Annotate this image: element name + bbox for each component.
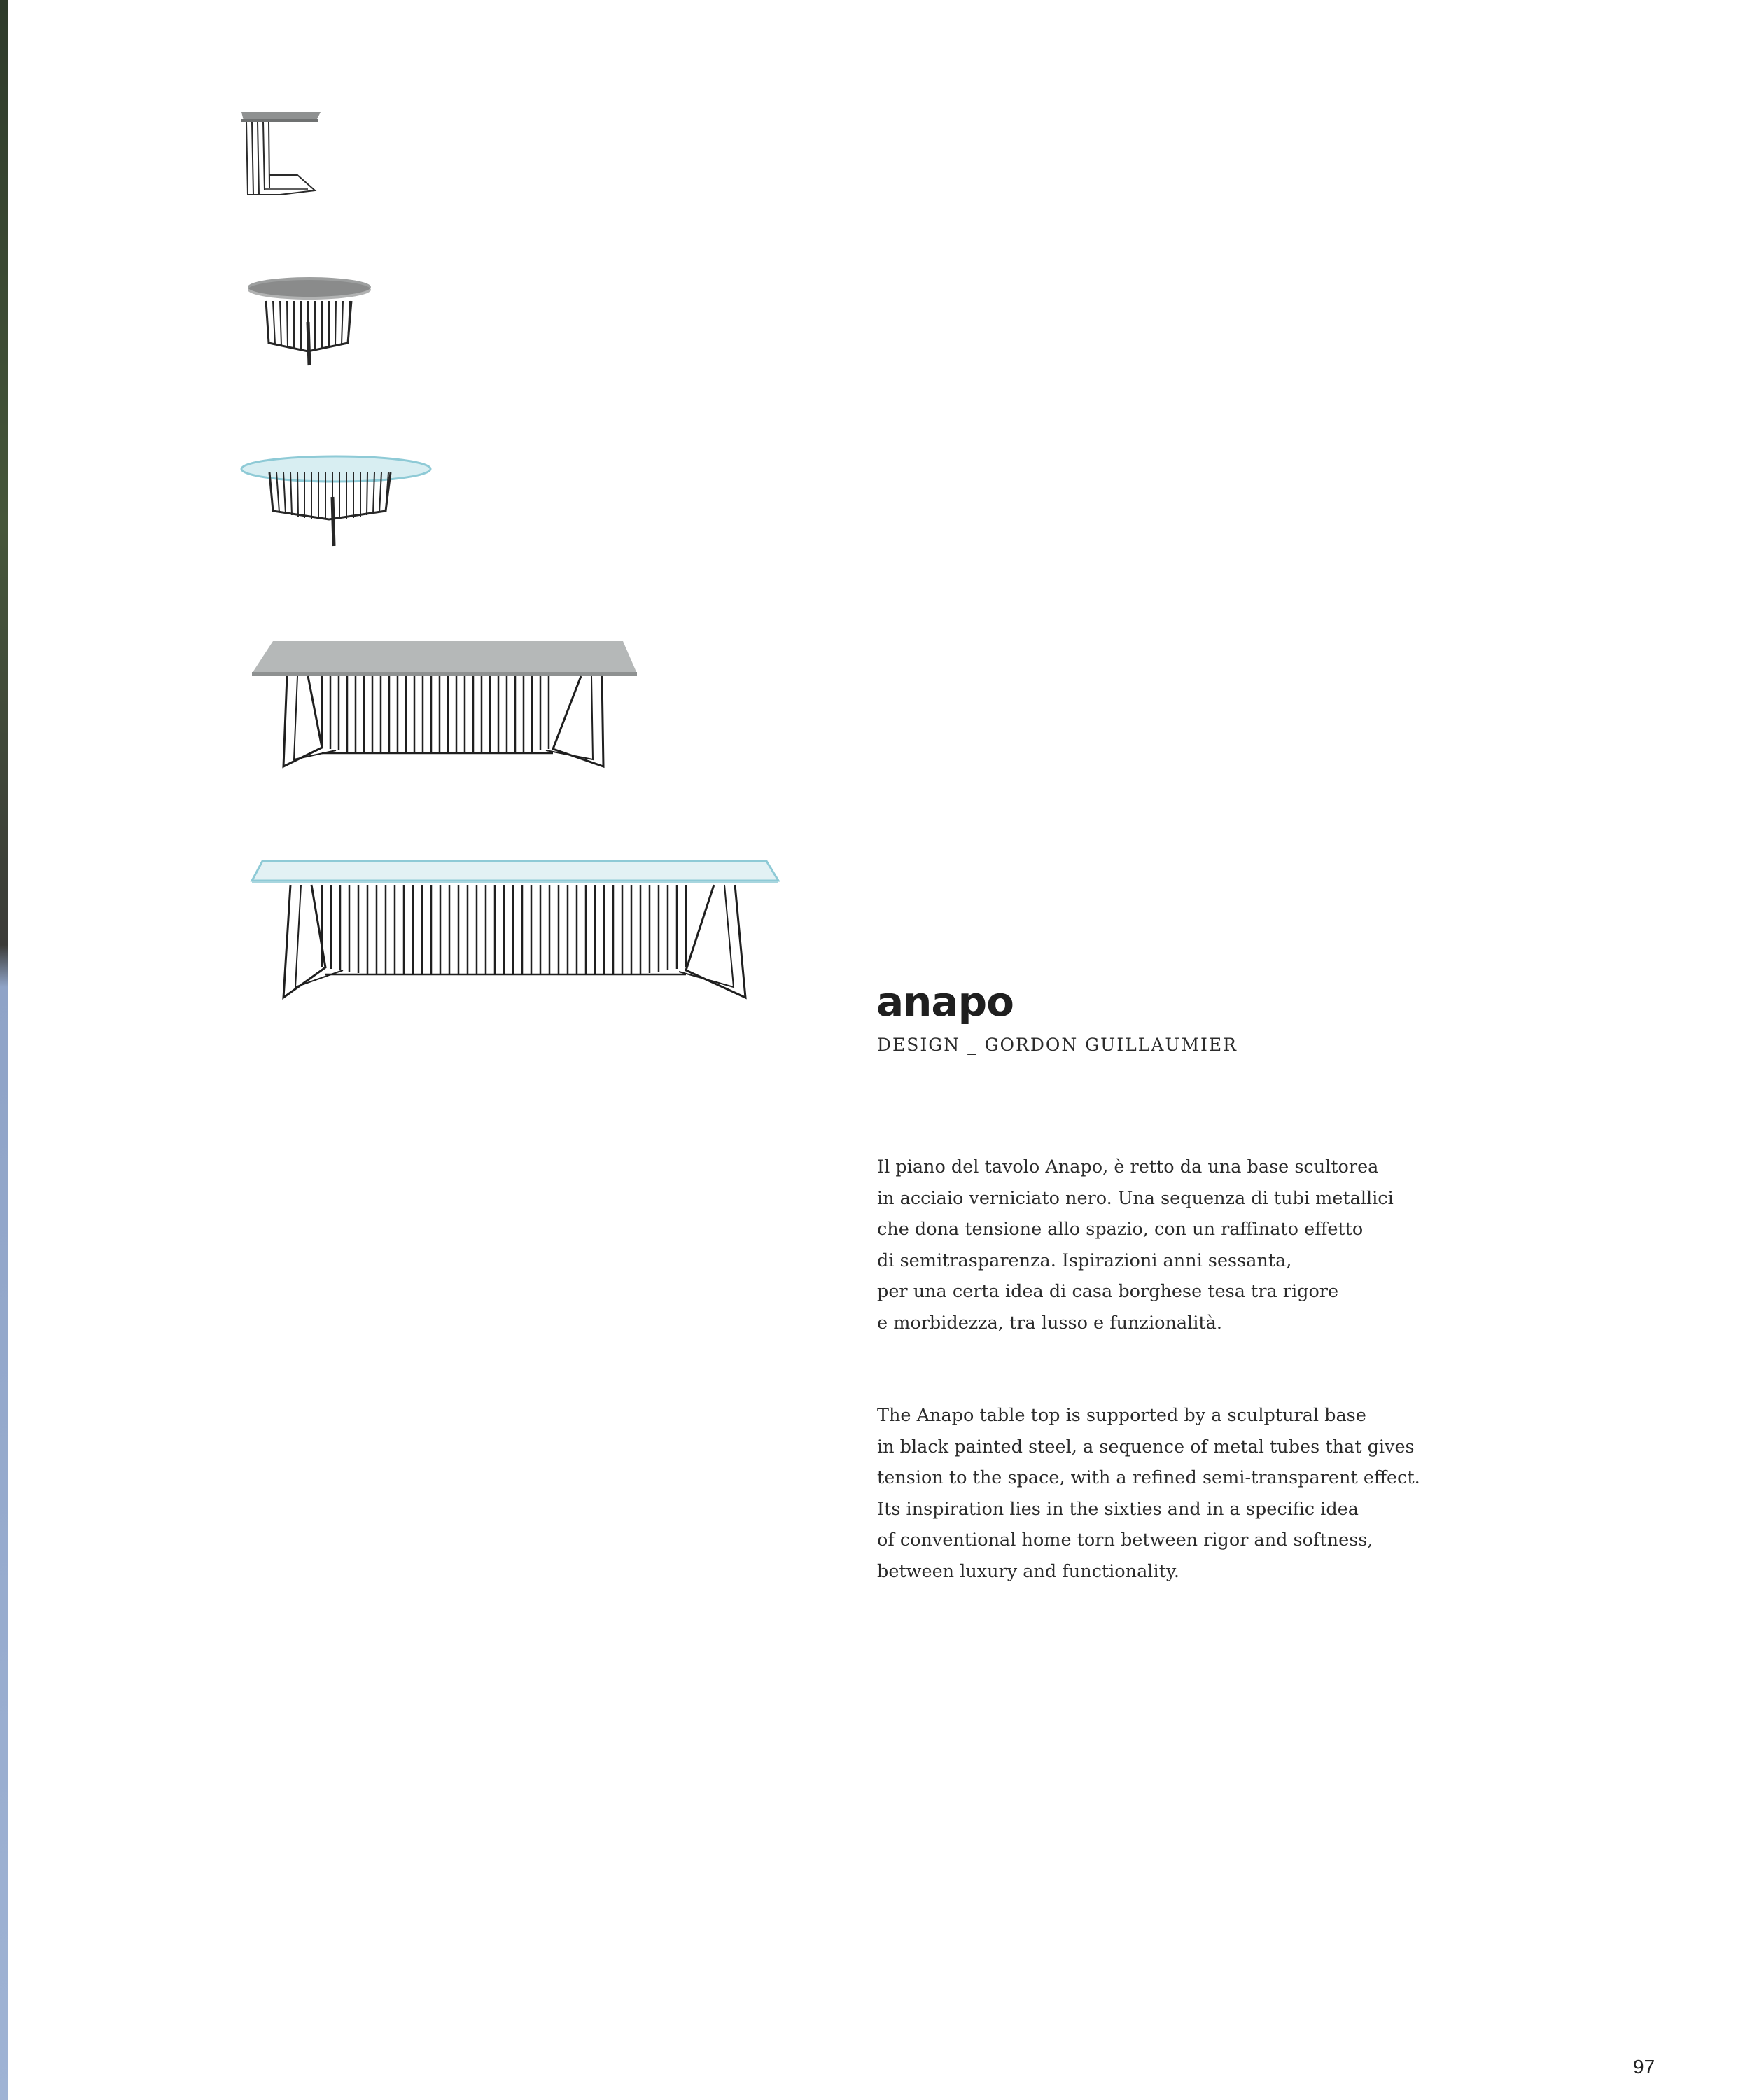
description-line: tension to the space, with a refined semi-transparent effect. [877, 1467, 1420, 1488]
product-image-side-table [238, 105, 329, 203]
designer-credit [877, 1035, 1238, 1055]
description-italian [877, 1152, 1507, 1338]
description-line: The Anapo table top is supported by a sculptural base [877, 1405, 1366, 1426]
description-english [877, 1400, 1507, 1587]
product-image-rect-table-glass [245, 847, 784, 1008]
description-line: in black painted steel, a sequence of metal tubes that gives [877, 1436, 1415, 1457]
description-line: di semitrasparenza. Ispirazioni anni sessanta, [877, 1250, 1292, 1271]
designer-separator: _ [967, 1035, 978, 1055]
description-line: e morbidezza, tra lusso e funzionalità. [877, 1312, 1222, 1334]
product-image-round-table-glass [238, 441, 441, 553]
designer-name: GORDON GUILLAUMIER [984, 1035, 1238, 1055]
product-title: anapo [876, 978, 1014, 1026]
product-image-round-table-stone [245, 273, 378, 371]
description-line: che dona tensione allo spazio, con un raffinato effetto [877, 1219, 1364, 1240]
description-line: Its inspiration lies in the sixties and in a specific idea [877, 1498, 1359, 1520]
description-line: between luxury and functionality. [877, 1560, 1180, 1582]
description-line: Il piano del tavolo Anapo, è retto da una base scultorea [877, 1156, 1379, 1177]
page-number: 97 [1633, 2056, 1656, 2078]
page-edge-strip [0, 0, 8, 2100]
description-line: in acciaio verniciato nero. Una sequenza di tubi metallici [877, 1187, 1394, 1209]
description-line: per una certa idea di casa borghese tesa tra rigore [877, 1281, 1339, 1302]
description-line: of conventional home torn between rigor and softness, [877, 1530, 1373, 1550]
product-image-rect-table-stone [245, 630, 644, 777]
designer-label: DESIGN [877, 1035, 961, 1055]
